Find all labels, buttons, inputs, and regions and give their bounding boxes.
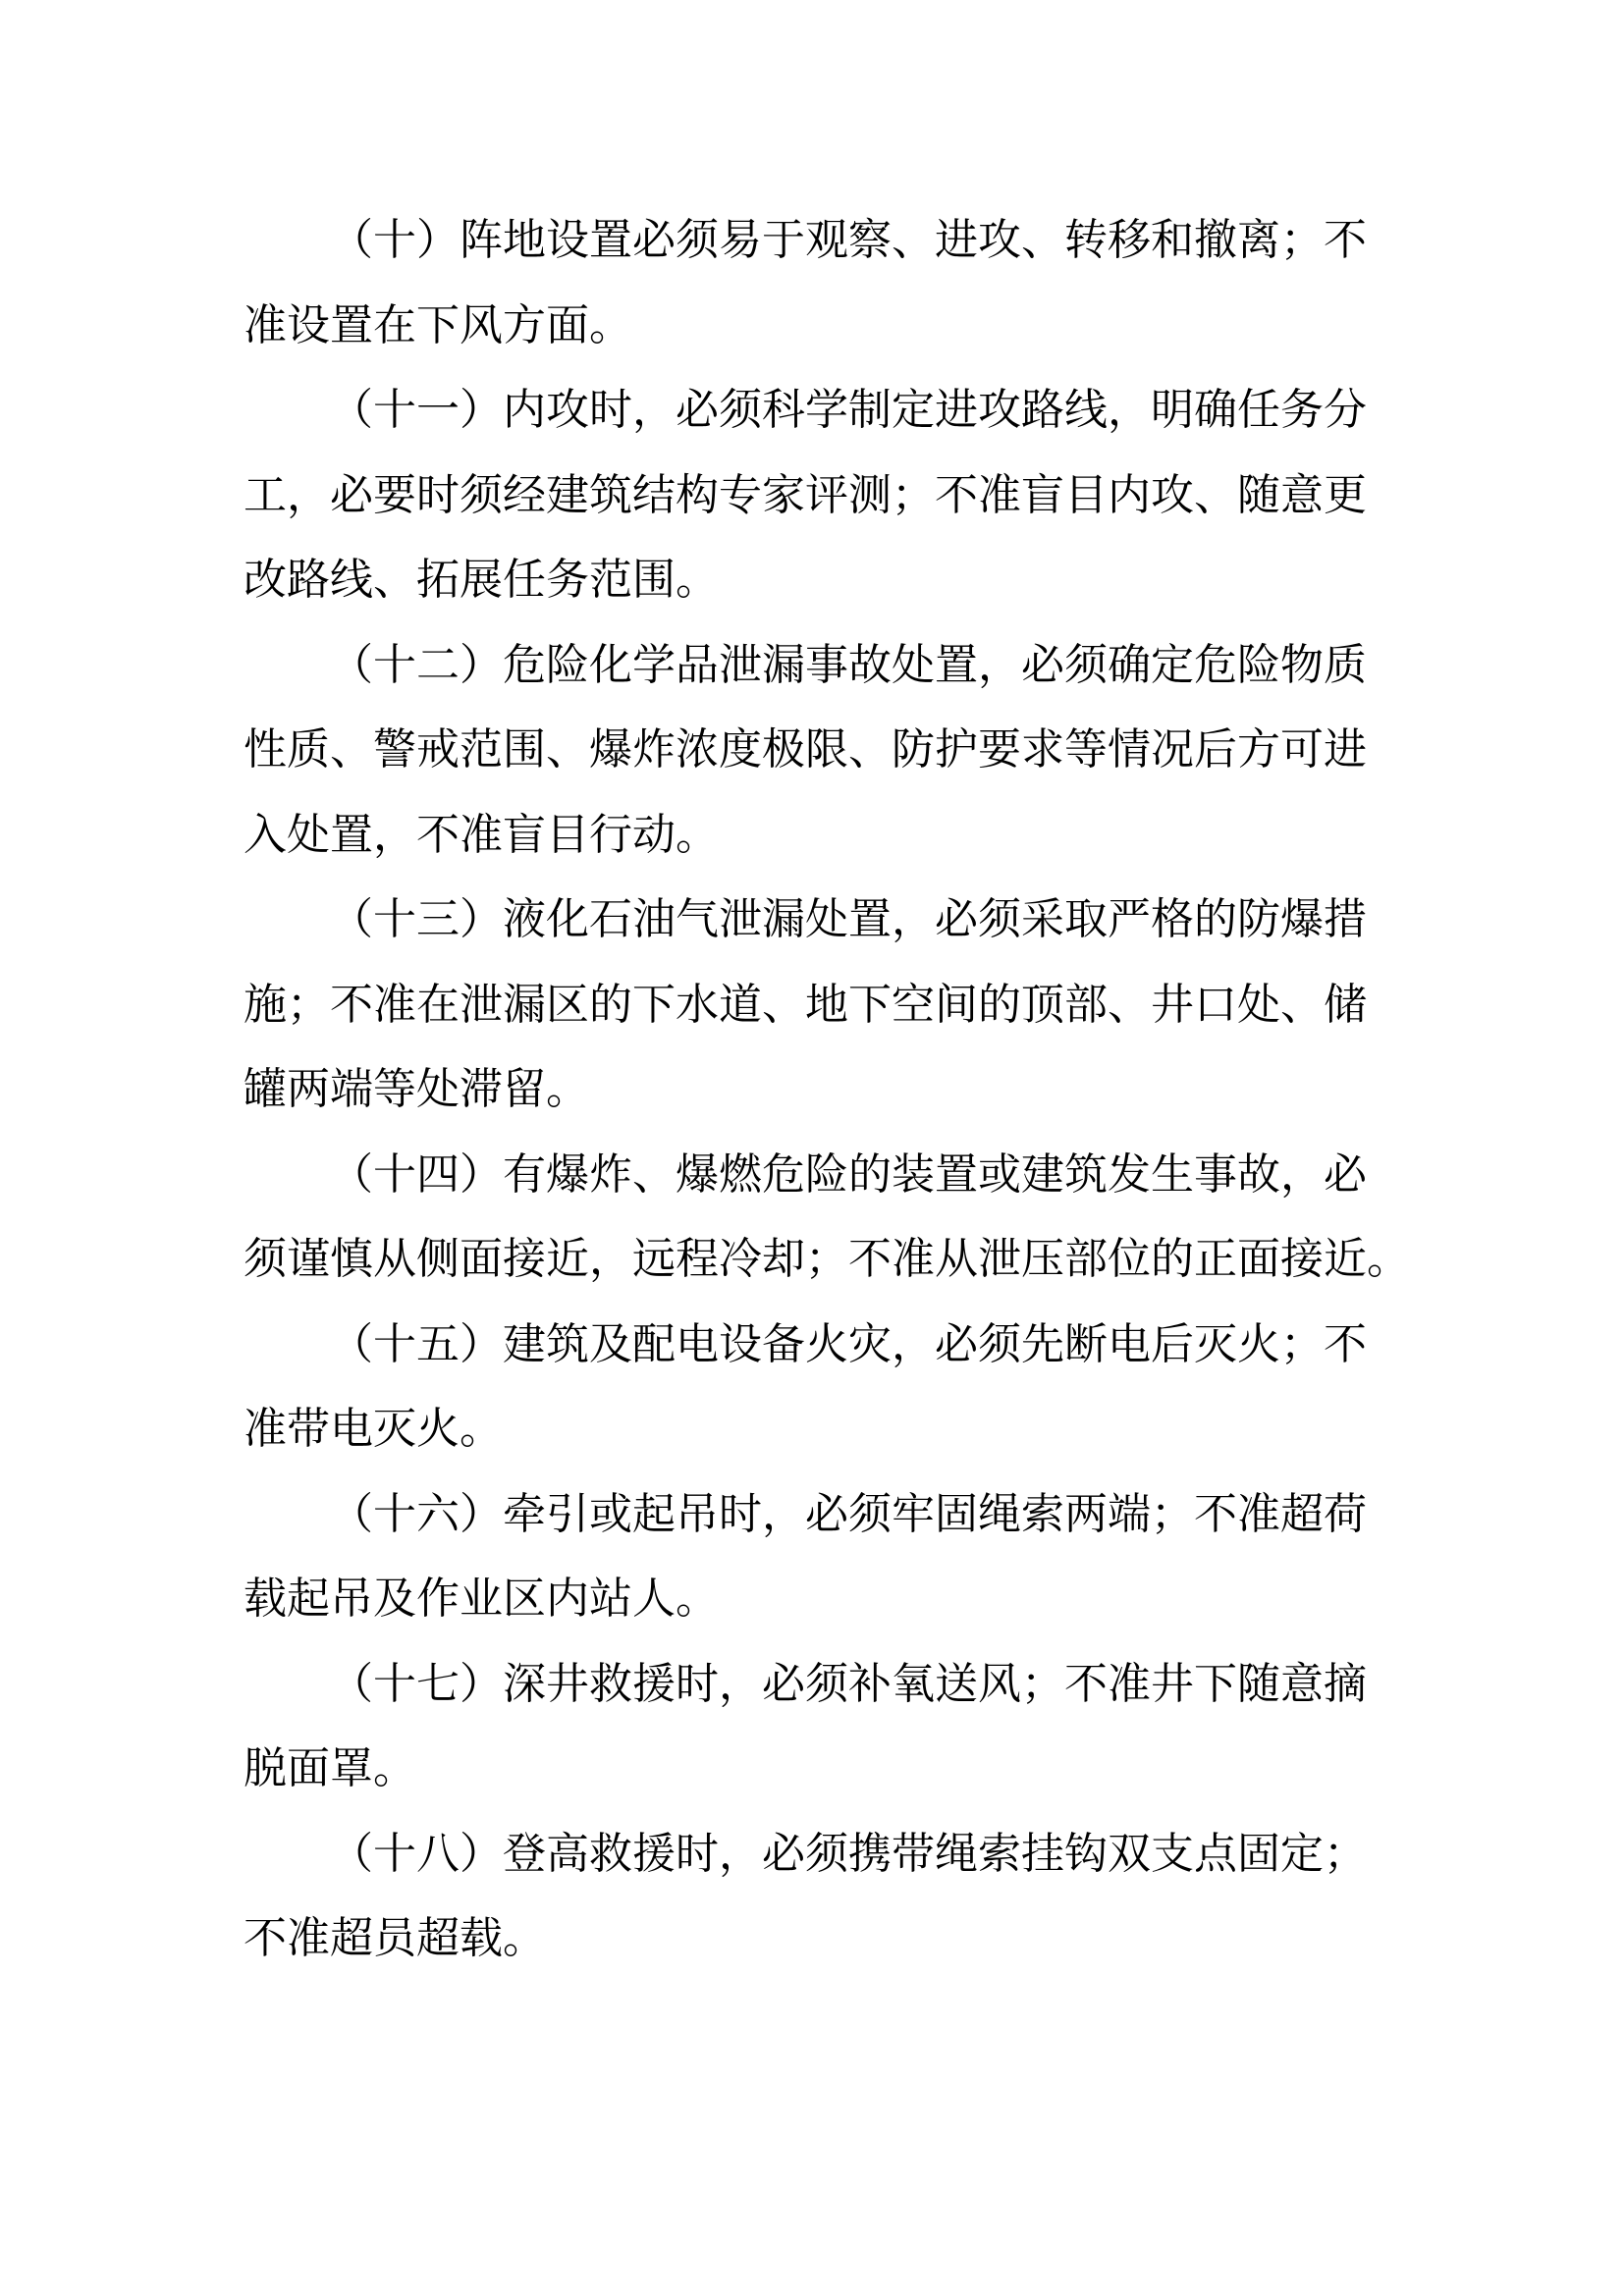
paragraph-11 (244, 368, 1380, 623)
text-line: 施；不准在泄漏区的下水道、地下空间的顶部、井口处、储 (244, 980, 1367, 1029)
text-line: （十四）有爆炸、爆燃危险的装置或建筑发生事故，必 (330, 1149, 1367, 1199)
text-line: 准带电灭火。 (244, 1405, 503, 1453)
text-line: 性质、警戒范围、爆炸浓度极限、防护要求等情况后方可进 (244, 725, 1367, 774)
text-line: （十五）建筑及配电设备火灾，必须先断电后灭火；不 (330, 1319, 1367, 1368)
paragraph-12 (244, 623, 1380, 879)
paragraph-18 (244, 1812, 1380, 1982)
text-line: 入处置，不准盲目行动。 (244, 810, 719, 859)
text-line: 须谨慎从侧面接近，远程冷却；不准从泄压部位的正面接近。 (244, 1235, 1410, 1283)
text-line: 不准超员超载。 (244, 1914, 546, 1962)
text-line: （十七）深井救援时，必须补氧送风；不准井下随意摘 (330, 1659, 1367, 1708)
text-line: 脱面罩。 (244, 1744, 416, 1792)
paragraph-15 (244, 1303, 1380, 1472)
text-line: 罐两端等处滞留。 (244, 1065, 589, 1113)
text-line: （十三）液化石油气泄漏处置，必须采取严格的防爆措 (330, 895, 1367, 943)
text-line: 载起吊及作业区内站人。 (244, 1575, 719, 1623)
text-line: 准设置在下风方面。 (244, 300, 632, 349)
paragraph-16 (244, 1472, 1380, 1642)
document-body (244, 198, 1410, 1982)
paragraph-14 (244, 1133, 1410, 1303)
text-line: （十）阵地设置必须易于观察、进攻、转移和撤离；不 (330, 216, 1367, 264)
text-line: （十一）内攻时，必须科学制定进攻路线，明确任务分 (330, 386, 1367, 434)
text-line: （十六）牵引或起吊时，必须牢固绳索两端；不准超荷 (330, 1489, 1367, 1538)
text-line: （十八）登高救援时，必须携带绳索挂钩双支点固定； (330, 1829, 1367, 1878)
paragraph-13 (244, 878, 1380, 1133)
paragraph-17 (244, 1642, 1380, 1812)
text-line: 改路线、拓展任务范围。 (244, 556, 719, 604)
paragraph-10 (244, 198, 1380, 368)
text-line: 工，必要时须经建筑结构专家评测；不准盲目内攻、随意更 (244, 470, 1367, 519)
text-line: （十二）危险化学品泄漏事故处置，必须确定危险物质 (330, 640, 1367, 689)
